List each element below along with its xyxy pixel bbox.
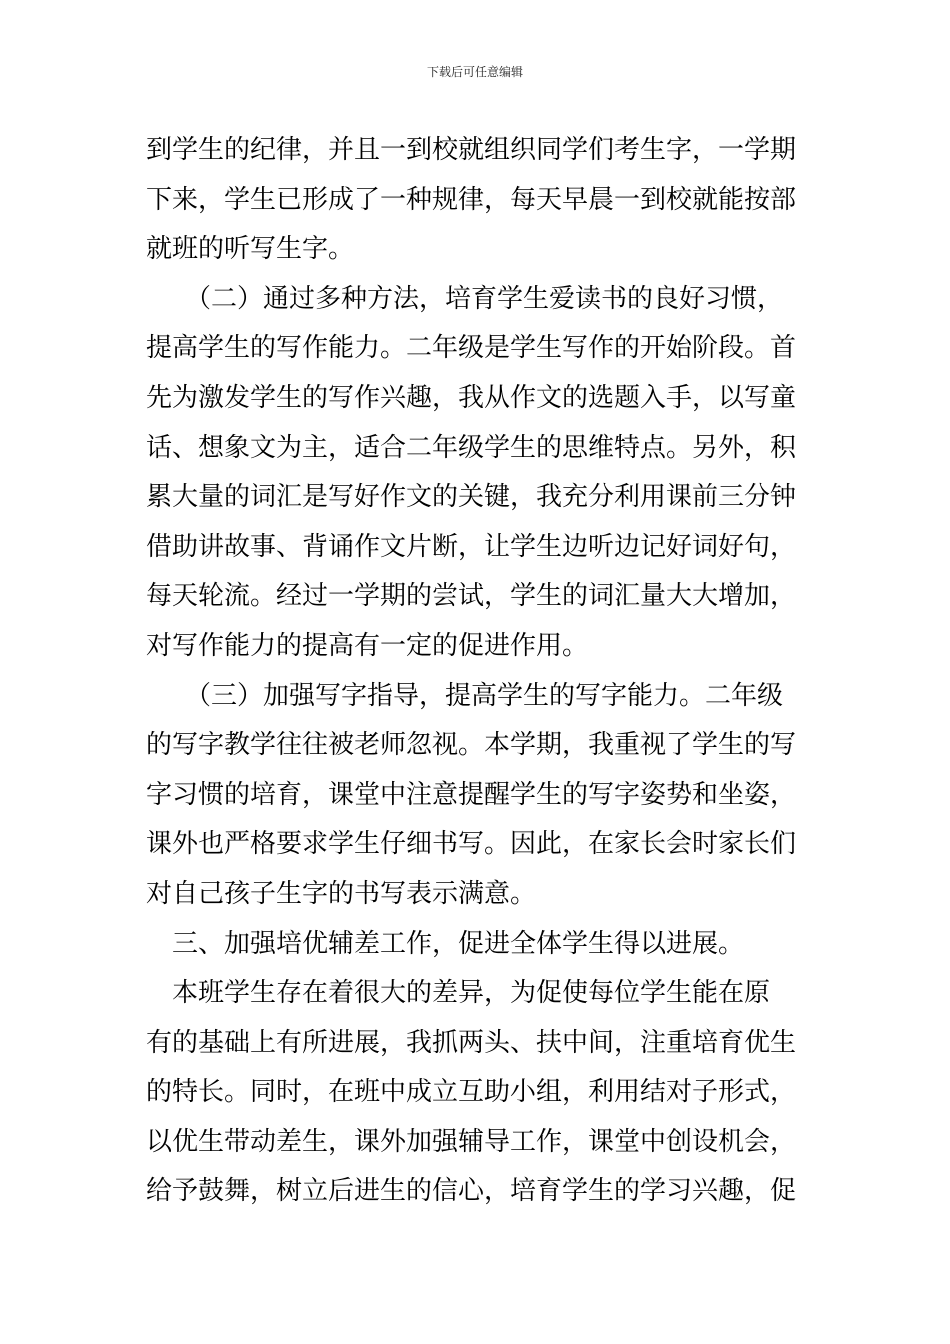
text-line: （二）通过多种方法，培育学生爱读书的良好习惯，	[146, 283, 784, 314]
text-line: 先为激发学生的写作兴趣，我从作文的选题入手，以写童	[146, 382, 797, 413]
text-line: 字习惯的培育，课堂中注意提醒学生的写字姿势和坐姿，	[146, 779, 797, 810]
text-line: 借助讲故事、背诵作文片断，让学生边听边记好词好句，	[146, 531, 797, 562]
text-line: 提高学生的写作能力。二年级是学生写作的开始阶段。首	[146, 333, 797, 364]
text-line: 以优生带动差生，课外加强辅导工作，课堂中创设机会，	[146, 1126, 797, 1157]
text-line: 的特长。同时，在班中成立互助小组，利用结对子形式，	[146, 1077, 797, 1108]
text-line: 对写作能力的提高有一定的促进作用。	[146, 630, 589, 661]
text-line: 每天轮流。经过一学期的尝试，学生的词汇量大大增加，	[146, 581, 797, 612]
text-line: 下来，学生已形成了一种规律，每天早晨一到校就能按部	[146, 184, 797, 215]
text-line: 到学生的纪律，并且一到校就组织同学们考生字，一学期	[146, 135, 797, 165]
text-line: 对自己孩子生字的书写表示满意。	[146, 878, 537, 909]
text-line: 三、加强培优辅差工作，促进全体学生得以进展。	[146, 928, 745, 959]
text-line: 本班学生存在着很大的差异，为促使每位学生能在原	[146, 978, 771, 1009]
text-line: 累大量的词汇是写好作文的关键，我充分利用课前三分钟	[146, 482, 797, 513]
document-body	[146, 126, 826, 1217]
text-line: 给予鼓舞，树立后进生的信心，培育学生的学习兴趣，促	[146, 1176, 797, 1207]
text-line: 的写字教学往往被老师忽视。本学期，我重视了学生的写	[146, 730, 797, 761]
text-line: 有的基础上有所进展，我抓两头、扶中间，注重培育优生	[146, 1027, 797, 1058]
text-line: 话、想象文为主，适合二年级学生的思维特点。另外，积	[146, 432, 797, 463]
text-line: 就班的听写生字。	[146, 234, 355, 265]
header-note: 下载后可任意编辑	[426, 65, 523, 79]
text-line: 课外也严格要求学生仔细书写。因此，在家长会时家长们	[146, 829, 797, 860]
text-line: （三）加强写字指导，提高学生的写字能力。二年级	[146, 680, 784, 711]
